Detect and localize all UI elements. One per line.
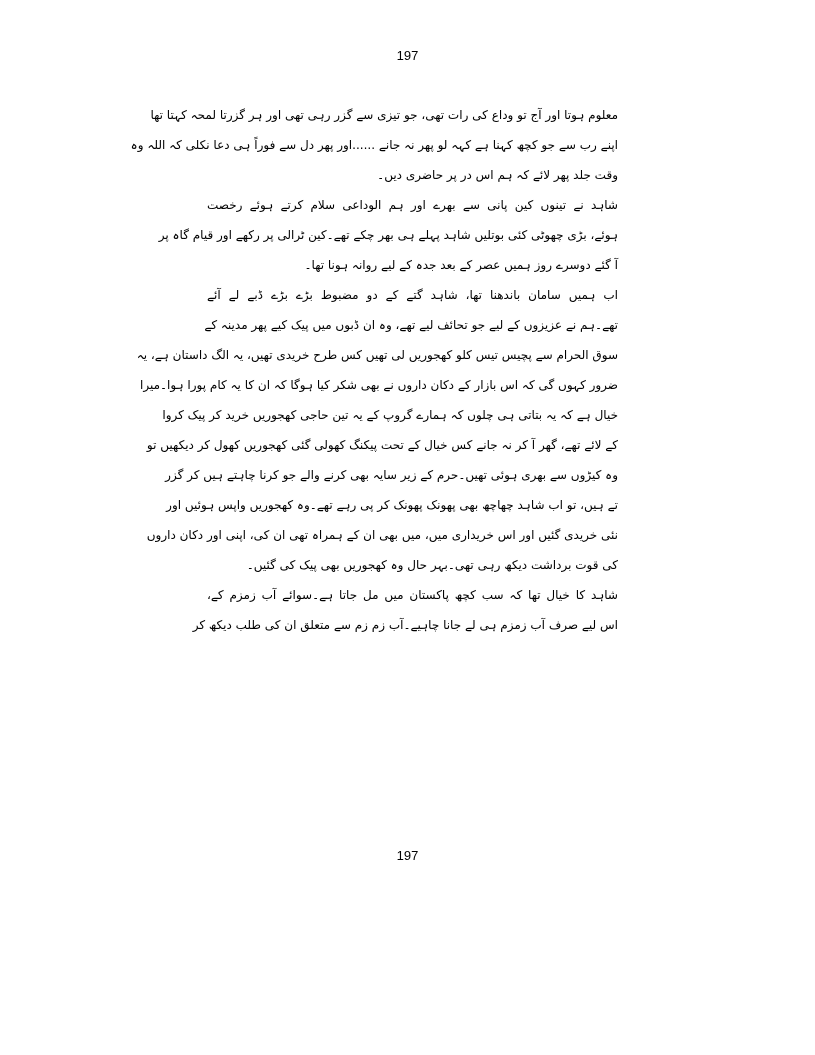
text-line: ضرور کہوں گی کہ اس بازار کے دکان داروں نے بھی شکر کیا ہوگا کہ ان کا یہ کام پورا ہوا۔میرا (140, 378, 618, 392)
text-line: معلوم ہوتا اور آج تو وداع کی رات تھی، جو تیزی سے گزر رہی تھی اور ہر گزرتا لمحہ کہتا تھا (150, 108, 618, 122)
text-line: خیال ہے کہ یہ بتاتی ہی چلوں کہ ہمارے گروپ کے یہ تین حاجی کھجوریں خرید کر پیک کروا (162, 408, 618, 422)
page-number-top: 197 (396, 48, 419, 63)
text-line: ہوئے، بڑی چھوٹی کئی بوتلیں شاہد پہلے ہی بھر چکے تھے۔کین ٹرالی پر رکھے اور قیام گاہ پر (158, 228, 618, 242)
text-line: وقت جلد پھر لائے کہ ہم اس در پر حاضری دیں۔ (377, 168, 618, 182)
text-line: کی قوت برداشت دیکھ رہی تھی۔بہر حال وہ کھجوریں بھی پیک کی گئیں۔ (246, 558, 618, 572)
page-number-bottom: 197 (396, 848, 419, 863)
text-line: اب ہمیں سامان باندھنا تھا، شاہد گتے کے دو مضبوط بڑے بڑے ڈبے لے آئے (207, 288, 618, 302)
text-line: شاہد نے تینوں کین پانی سے بھرے اور ہم الوداعی سلام کرتے ہوئے رخصت (207, 198, 618, 212)
text-line: کے لائے تھے، گھر آ کر نہ جانے کس خیال کے تحت پیکنگ کھولی گئی کھجوریں کھول کر دیکھیں تو (146, 438, 618, 452)
text-line: نئی خریدی گئیں اور اس خریداری میں، میں بھی ان کے ہمراہ تھی ان کی، اپنی اور دکان داروں (146, 528, 618, 542)
body-text (130, 100, 618, 640)
text-line: آ گئے دوسرے روز ہمیں عصر کے بعد جدہ کے لیے روانہ ہونا تھا۔ (304, 258, 618, 272)
text-line: شاہد کا خیال تھا کہ سب کچھ پاکستان میں مل جاتا ہے۔سوائے آب زمزم کے، (207, 588, 618, 602)
text-line: وہ کیڑوں سے بھری ہوئی تھیں۔حرم کے زیر سایہ بھی کرنے والے جو کرنا چاہتے ہیں کر گزر (165, 468, 618, 482)
text-line: اس لیے صرف آب زمزم ہی لے جانا چاہیے۔آب زم زم سے متعلق ان کی طلب دیکھ کر (192, 618, 618, 632)
text-line: تھے۔ہم نے عزیزوں کے لیے جو تحائف لیے تھے، وہ ان ڈبوں میں پیک کیے پھر مدینہ کے (204, 318, 618, 332)
text-line: اپنے رب سے جو کچھ کہنا ہے کہہ لو پھر نہ جانے ......اور پھر دل سے فوراً ہی دعا نکلی کہ اللہ وہ (130, 138, 618, 152)
text-line: تے ہیں، تو اب شاہد چھاچھ بھی پھونک پھونک کر پی رہے تھے۔وہ کھجوریں واپس ہوئیں اور (166, 498, 618, 512)
text-line: سوق الحرام سے پچیس تیس کلو کھجوریں لی تھیں کس طرح خریدی تھیں، یہ الگ داستان ہے، یہ (136, 348, 618, 362)
